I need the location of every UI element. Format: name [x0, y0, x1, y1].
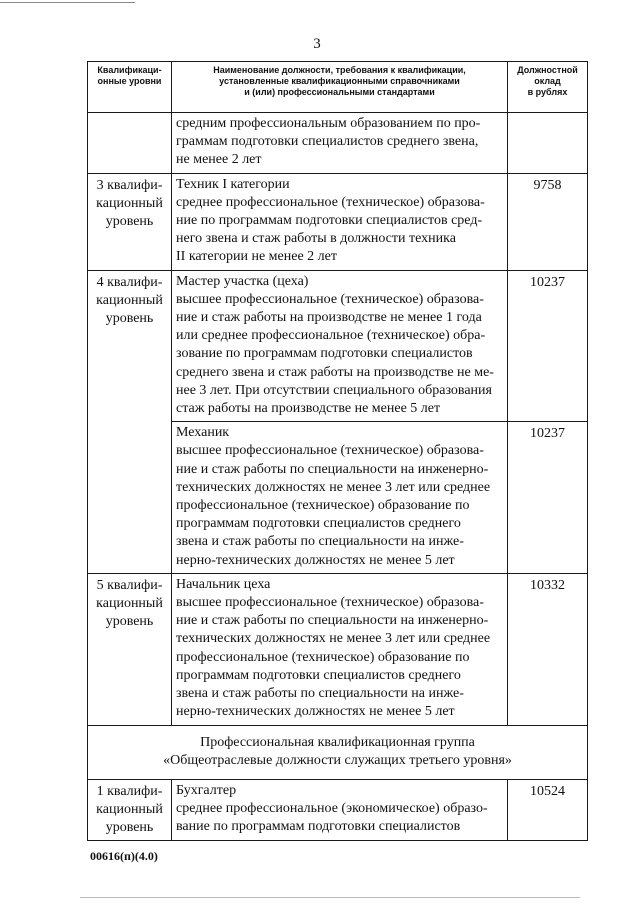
position-description-cell: Механик высшее профессиональное (техническое) образова- ние и стаж работы по специальности на инженерно- технических должностях не менее 3 лет или среднее профессиональное (техническое) образование по программам подготовки специалистов среднего звена и стаж работы по специальности на инже- нерно-технических должностях не менее 5 лет	[172, 422, 508, 574]
salary-cell: 10237	[508, 422, 588, 574]
salary-cell: 10237	[508, 270, 588, 422]
professional-group-heading: Профессиональная квалификационная группа «Общеотраслевые должности служащих третьего уровня»	[88, 725, 588, 779]
position-description-cell: Бухгалтер среднее профессиональное (экономическое) образо- вание по программам подготовки специалистов	[172, 779, 508, 840]
qualification-level-cell	[88, 113, 172, 174]
table-row	[88, 270, 588, 422]
qualification-level-cell: 4 квалифи- кационный уровень	[88, 270, 172, 573]
salary-cell	[508, 113, 588, 174]
table-row	[88, 573, 588, 725]
qualification-level-cell: 3 квалифи- кационный уровень	[88, 173, 172, 270]
salary-cell: 9758	[508, 173, 588, 270]
position-description-cell: Техник I категории среднее профессиональное (техническое) образова- ние по программам подготовки специалистов сред- него звена и стаж работы в должности техника II категории не менее 2 лет	[172, 173, 508, 270]
scan-artifact-line	[80, 897, 580, 898]
qualification-table	[87, 61, 588, 841]
group-heading-row	[88, 725, 588, 779]
position-description-cell: Мастер участка (цеха) высшее профессиональное (техническое) образова- ние и стаж работы на производстве не менее 1 года или среднее профессиональное (техническое) обра- зование по программам подготовки специалистов среднего звена и стаж работы на производстве не ме- нее 3 лет. При отсутствии специального образования стаж работы на производстве не менее 5 лет	[172, 270, 508, 422]
qualification-level-cell: 1 квалифи- кационный уровень	[88, 779, 172, 840]
table-row	[88, 173, 588, 270]
scan-artifact-line	[0, 2, 135, 3]
salary-cell: 10332	[508, 573, 588, 725]
position-description-cell: средним профессиональным образованием по про- граммам подготовки специалистов среднего звена, не менее 2 лет	[172, 113, 508, 174]
header-salary: Должностной оклад в рублях	[508, 62, 588, 113]
page-number: 3	[313, 36, 321, 52]
document-code: 00616(п)(4.0)	[90, 849, 158, 863]
salary-cell: 10524	[508, 779, 588, 840]
table-row	[88, 113, 588, 174]
header-position-requirements: Наименование должности, требования к квалификации, установленные квалификационными справочниками и (или) профессиональными стандартами	[172, 62, 508, 113]
position-description-cell: Начальник цеха высшее профессиональное (техническое) образова- ние и стаж работы по специальности на инженерно- технических должностях не менее 3 лет или среднее профессиональное (техническое) образование по программам подготовки специалистов среднего звена и стаж работы по специальности на инже- нерно-технических должностях не менее 5 лет	[172, 573, 508, 725]
qualification-level-cell: 5 квалифи- кационный уровень	[88, 573, 172, 725]
table-header-row	[88, 62, 588, 113]
table-row	[88, 779, 588, 840]
header-qualification-levels: Квалификаци- онные уровни	[88, 62, 172, 113]
